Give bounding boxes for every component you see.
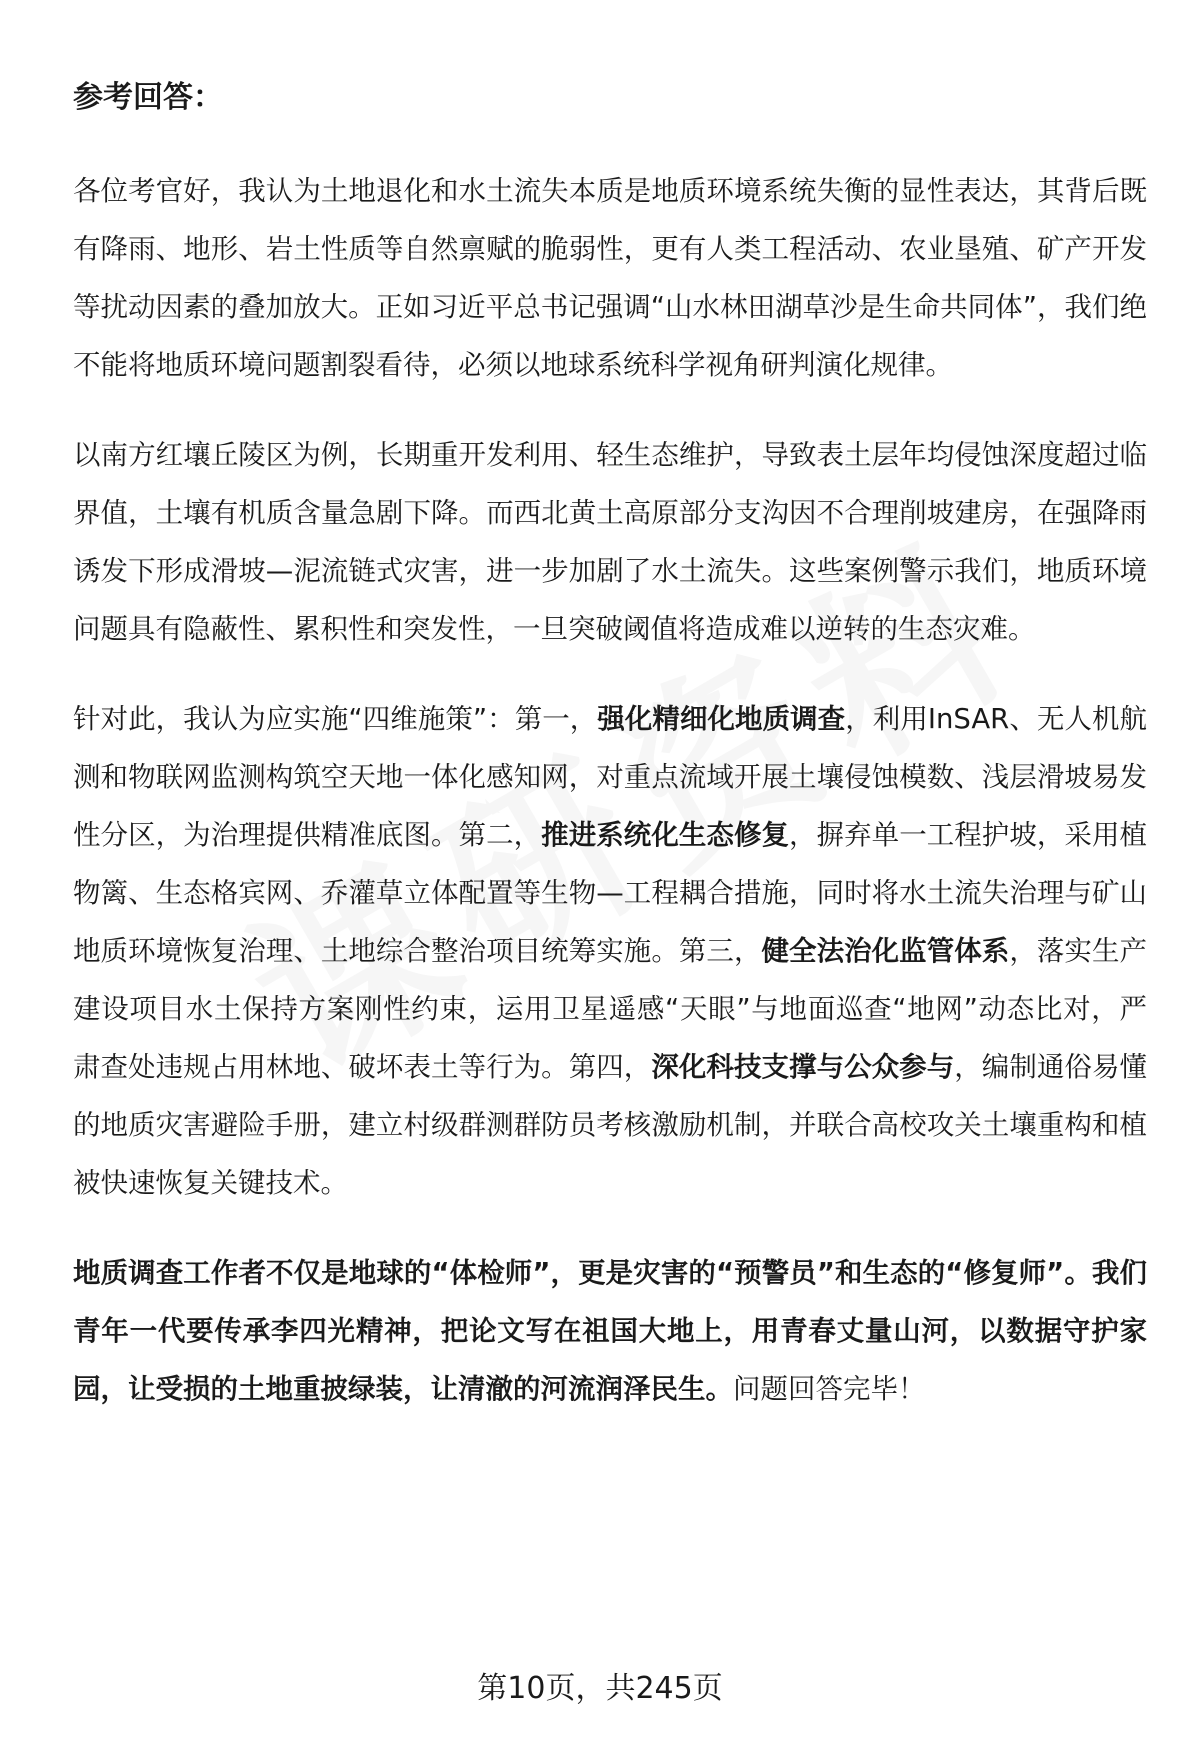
bold-measure-2: 推进系统化生态修复: [541, 819, 790, 851]
text-span: ，利用InSAR、无人机航测和物联网监测构筑空天地一体化感知网，对重点流域开展土壤侵蚀模数、浅层滑坡易发性分区，为治理提供精准底图。第二，: [73, 703, 1147, 851]
bold-measure-3: 健全法治化监管体系: [761, 935, 1010, 967]
text-span: ，摒弃单一工程护坡，采用植物篱、生态格宾网、乔灌草立体配置等生物—工程耦合措施，同时将水土流失治理与矿山地质环境恢复治理、土地综合整治项目统筹实施。第三，: [73, 819, 1148, 967]
answer-heading: 参考回答：: [73, 80, 223, 115]
bold-measure-4: 深化科技支撑与公众参与: [651, 1051, 955, 1083]
text-span: ，编制通俗易懂的地质灾害避险手册，建立村级群测群防员考核激励机制，并联合高校攻关土壤重构和植被快速恢复关键技术。: [73, 1051, 1148, 1199]
paragraph-case-examples: 以南方红壤丘陵区为例，长期重开发利用、轻生态维护，导致表土层年均侵蚀深度超过临界值，土壤有机质含量急剧下降。而西北黄土高原部分支沟因不合理削坡建房，在强降雨诱发下形成滑坡—泥流链式灾害，进一步加剧了水土流失。这些案例警示我们，地质环境问题具有隐蔽性、累积性和突发性，一旦突破阈值将造成难以逆转的生态灾难。: [73, 439, 1147, 645]
paragraph-intro: 各位考官好，我认为土地退化和水土流失本质是地质环境系统失衡的显性表达，其背后既有降雨、地形、岩土性质等自然禀赋的脆弱性，更有人类工程活动、农业垦殖、矿产开发等扰动因素的叠加放大。正如习近平总书记强调“山水林田湖草沙是生命共同体”，我们绝不能将地质环境问题割裂看待，必须以地球系统科学视角研判演化规律。: [73, 175, 1147, 381]
bold-conclusion: 地质调查工作者不仅是地球的“体检师”，更是灾害的“预警员”和生态的“修复师”。我们青年一代要传承李四光精神，把论文写在祖国大地上，用青春丈量山河，以数据守护家园，让受损的土地重披绿装，让清澈的河流润泽民生。: [73, 1257, 1147, 1405]
text-span: 针对此，我认为应实施“四维施策”：第一，: [73, 703, 598, 735]
bold-measure-1: 强化精细化地质调查: [597, 703, 846, 735]
answer-body: [73, 162, 1147, 1450]
page-number: 第10页，共245页: [477, 1671, 723, 1706]
closing-text: 问题回答完毕！: [733, 1373, 926, 1405]
paragraph-conclusion: [73, 1244, 1147, 1418]
text-span: ，落实生产建设项目水土保持方案刚性约束，运用卫星遥感“天眼”与地面巡查“地网”动态比对，严肃查处违规占用林地、破坏表土等行为。第四，: [73, 935, 1148, 1083]
paragraph-four-measures: [73, 690, 1147, 1212]
